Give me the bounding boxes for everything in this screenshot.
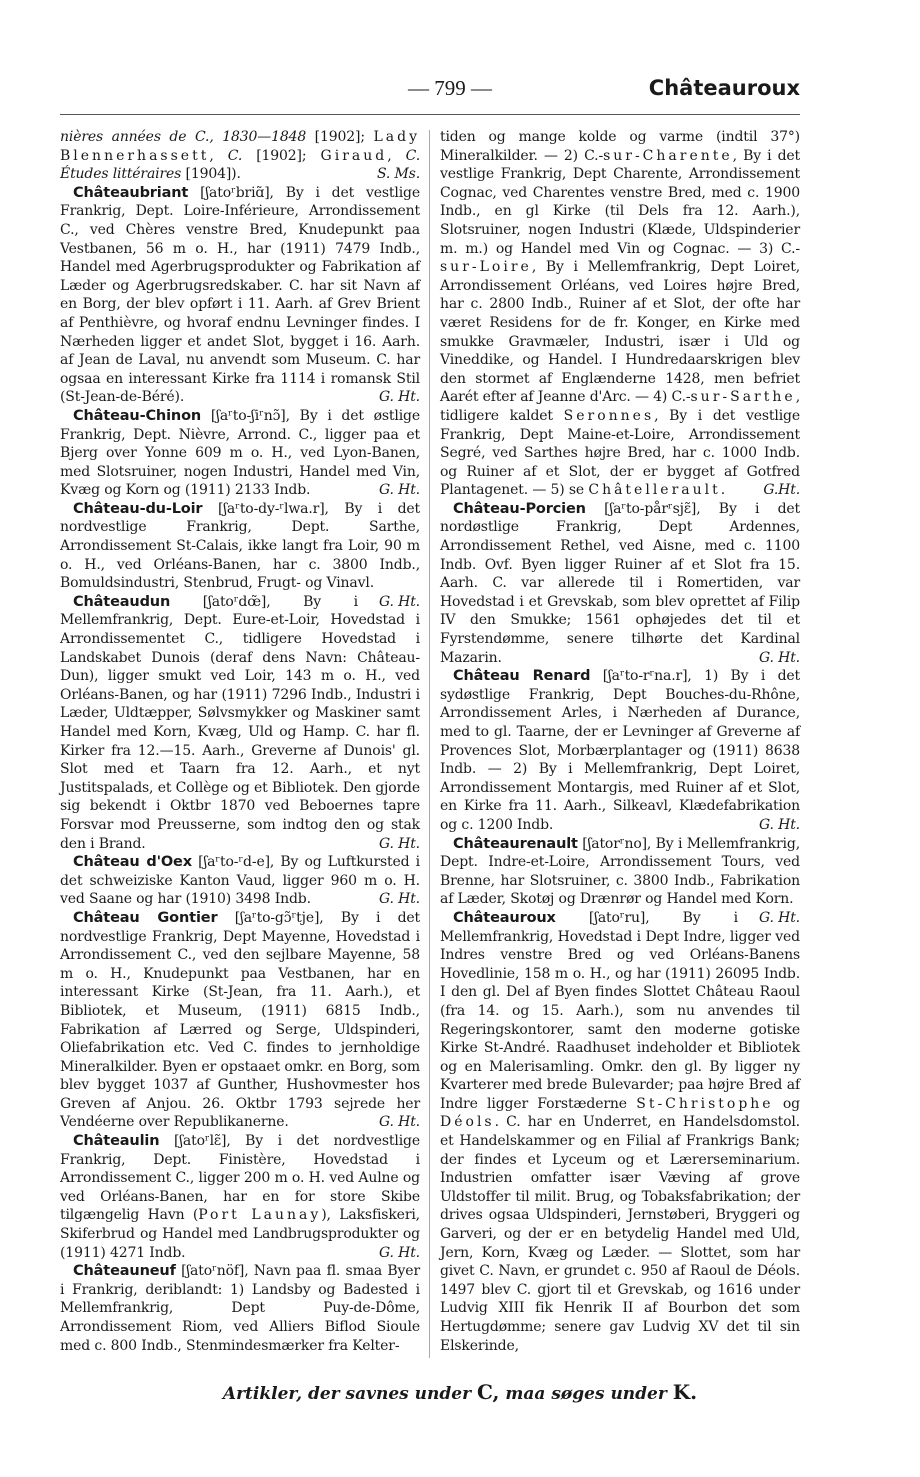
entry-continuation: nières années de C., 1830—1848 [1902]; Lady Blennerhassett, C. [1902]; Giraud, C. Études littéraires [1904]). S. Ms. [60,129,420,183]
right-column [440,128,800,1355]
page-number: — 799 — [408,76,492,100]
headword: Châteaulin [73,1133,160,1150]
entry-chateaubriant: Châteaubriant [ʃatoʳbriɑ̃], By i det vestlige Frankrig, Dept. Loire-Inférieure, Arrondissement C., ved Chères venstre Bred, Knudepunkt paa Vestbanen, 56 m o. H., har (1911) 7479 Indb., Handel med Agerbrugsprodukter og Fabrikation af Læder og Agerbrugsredskaber. C. har sit Navn af en Borg, der blev opført i 11. Aarh. af Grev Brient af Penthièvre, og hvoraf endnu Levninger findes. I Nærheden ligger et andet Slot, bygget i 16. Aarh. af Jean de Laval, nu anvendt som Museum. C. har ogsaa en interessant Kirke fra 1114 i romansk Stil (St-Jean-de-Béré). G. Ht. [60,184,420,406]
entry-chateaurenault: Châteaurenault [ʃatorʳno], By i Mellemfrankrig, Dept. Indre-et-Loire, Arrondissement Tours, ved Brenne, har Slotsruiner, c. 3800 Indb., Fabrikation af Læder, Skotøj og Drænrør og Handel med Korn. G. Ht. [440,835,800,926]
author-signature: G. Ht. [759,816,800,833]
headword: Château-Porcien [453,500,586,517]
author-signature: G. Ht. [759,649,800,666]
page-footer-note: Artikler, der savnes under C, maa søges under K. [222,1380,698,1404]
headword: Château Renard [453,668,591,685]
author-signature: G. Ht. [379,389,420,406]
page-header [60,76,800,106]
entry-chateaulin: Châteaulin [ʃatoʳlɛ̃], By i det nordvestlige Frankrig, Dept. Finistère, Hovedstad i Arrondissement C., ligger 200 m o. H. ved Aulne og ved Orléans-Banen, har en for store Skibe tilgængelig Havn (Port Launay), Laksfiskeri, Skiferbrud og Handel med Landbrugsprodukter og (1911) 4271 Indb. G. Ht. [60,1133,420,1261]
author-signature: S. Ms. [376,166,420,183]
author-signature: G. Ht. [379,835,420,852]
headword: Châteaubriant [73,184,189,201]
headword: Château-Chinon [73,407,202,424]
entry-chateau-du-loir: Château-du-Loir [ʃaʳto-dy-ʳlwa.r], By i det nordvestlige Frankrig, Dept. Sarthe, Arrondissement St-Calais, ikke langt fra Loir, 90 m o. H., ved Orléans-Banen, har c. 3800 Indb., Bomuldsindustri, Stenbrud, Frugt- og Vinavl. G. Ht. [60,500,420,610]
entry-chateaudun: Châteaudun [ʃatoʳdœ̃], By i Mellemfrankrig, Dept. Eure-et-Loir, Hovedstad i Arrondissementet C., tidligere Hovedstad i Landskabet Dunois (deraf dens Navn: Château-Dun), ligger smukt ved Loir, 143 m o. H., ved Orléans-Banen, og har (1911) 7296 Indb., Industri i Læder, Uldtæpper, Sølvsmykker og Maskiner samt Handel med Korn, Kvæg, Uld og Hamp. C. har fl. Kirker fra 12.—15. Aarh., Greverne af Dunois' gl. Slot med et Taarn fra 12. Aarh., et nyt Justitspalads, et Collège og et Bibliotek. Den gjorde sig bekendt i Oktbr 1870 ved Beboernes tapre Forsvar mod Preusserne, som indtog den og stak den i Brand. G. Ht. [60,593,420,852]
header-rule [60,114,800,115]
entry-chateau-doex: Château d'Oex [ʃaʳto-ʳd-e], By og Luftkursted i det schweiziske Kanton Vaud, ligger 960 m o. H. ved Saane og har (1910) 3498 Indb. G. Ht. [60,854,420,908]
entry-chateauroux: Châteauroux [ʃatoʳru], By i Mellemfrankrig, Hovedstad i Dept Indre, ligger ved Indres venstre Bred og ved Orléans-Banens Hovedlinie, 158 m o. H., og har (1911) 26095 Indb. I den gl. Del af Byen findes Slottet Château Raoul (fra 14. og 15. Aarh.), som nu anvendes til Regeringskontorer, samt den moderne gotiske Kirke St-André. Raadhuset indeholder et Bibliotek og en Malerisamling. Omkr. den gl. By ligger ny Kvarterer med brede Bulevarder; paa højre Bred af Indre ligger Forstæderne St-Christophe og Déols. C. har en Underret, en Handelsdomstol. et Handelskammer og en Filial af Frankrigs Bank; der findes et Lyceum og et Lærerseminarium. Industrien omfatter især Væving af grove Uldstoffer til milit. Brug, og Tobaksfabrikation; der drives ogsaa Uldspinderi, Jernstøberi, Bryggeri og Garveri, og der er en betydelig Handel med Uld, Jern, Korn, Kvæg og Læder. — Slottet, som har givet C. Navn, er grundet c. 950 af Raoul de Déols. 1497 blev C. gjort til et Grevskab, og 1616 under Ludvig XIII fik Henrik II af Bourbon det som Hertugdømme; senere gav Ludvig XV det til sin Elskerinde, [440,909,800,1354]
entry-chateau-renard: Château Renard [ʃaʳto-rʳna.r], 1) By i det sydøstlige Frankrig, Dept Bouches-du-Rhône, Arrondissement Arles, i Nærheden af Durance, med to gl. Taarne, der er Levninger af Greverne af Provences Slot, Morbærplantager og (1911) 8638 Indb. — 2) By i Mellemfrankrig, Dept Loiret, Arrondissement Montargis, med Ruiner af et Slot, en Kirke fra 11. Aarh., Silkeavl, Klædefabrikation og c. 1200 Indb. G. Ht. [440,668,800,833]
author-signature: G. Ht. [379,593,420,610]
entry-chateau-porcien: Château-Porcien [ʃaʳto-pårʳsjɛ̃], By i det nordøstlige Frankrig, Dept Ardennes, Arrondissement Rethel, ved Aisne, med c. 1100 Indb. Ovf. Byen ligger Ruiner af et Slot fra 15. Aarh. C. var allerede til i Romertiden, var Hovedstad i et Grevskab, som blev oprettet af Filip IV den Smukke; 1561 ophøjedes det til et Fyrstendømme, senere tilhørte det Kardinal Mazarin. G. Ht. [440,500,800,666]
running-head: Châteauroux [648,76,800,100]
entry-chateauneuf-continued: tiden og mange kolde og varme (indtil 37°) Mineralkilder. — 2) C.-sur-Charente, By i det vestlige Frankrig, Dept Charente, Arrondissement Cognac, ved Charentes venstre Bred, med c. 1900 Indb., en gl Kirke (til Dels fra 12. Aarh.), Slotsruiner, nogen Industri (Klæde, Uldspinderier m. m.) og Handel med Vin og Cognac. — 3) C.-sur-Loire, By i Mellemfrankrig, Dept Loiret, Arrondissement Orléans, ved Loires højre Bred, har c. 2800 Indb., Ruiner af et Slot, der ofte har været Residens for de fr. Konger, en Kirke med smukke Gravmæler, Industri, især i Uld og Vineddike, og Handel. I Hundredaarskrigen blev den stormet af Englænderne 1428, men befriet Aarét efter af Jeanne d'Arc. — 4) C.-sur-Sarthe, tidligere kaldet Seronnes, By i det vestlige Frankrig, Dept Maine-et-Loire, Arrondissement Segré, ved Sarthes højre Bred, har c. 1000 Indb. og Ruiner af et Slot, der er bygget af Gotfred Plantagenet. — 5) se Châtellerault. G.Ht. [440,129,801,499]
author-signature: G. Ht. [379,891,420,908]
headword: Château d'Oex [73,854,192,871]
author-signature: G. Ht. [379,482,420,499]
author-signature: G. Ht. [759,909,800,926]
entry-chateau-chinon: Château-Chinon [ʃaʳto-ʃiʳnɔ̃], By i det østlige Frankrig, Dept. Nièvre, Arrond. C., ligger paa et Bjerg over Yonne 609 m o. H., ved Lyon-Banen, med Slotsruiner, nogen Industri, Handel med Vin, Kvæg og Korn og (1911) 2133 Indb. G. Ht. [60,407,420,499]
column-divider [429,130,430,1358]
author-signature: G. Ht. [379,1114,420,1131]
headword: Châteaudun [73,593,171,610]
headword: Château-du-Loir [73,500,203,517]
headword: Châteaurenault [453,835,578,852]
author-signature: G. Ht. [379,1244,420,1261]
entry-chateauneuf: Châteauneuf [ʃatoʳnöf], Navn paa fl. smaa Byer i Frankrig, deriblandt: 1) Landsby og Badested i Mellemfrankrig, Dept Puy-de-Dôme, Arrondissement Riom, ved Alliers Biflod Sioule med c. 800 Indb., Stenmindesmærker fra Kelter- [60,1263,420,1354]
headword: Château Gontier [73,909,218,926]
headword: Châteauneuf [73,1263,176,1280]
entry-chateau-gontier: Château Gontier [ʃaʳto-gɔ̃ʳtje], By i det nordvestlige Frankrig, Dept Mayenne, Hovedstad i Arrondissement C., ved den sejlbare Mayenne, 58 m o. H., Knudepunkt paa Vestbanen, har en interessant Kirke (St-Jean, fra 11. Aarh.), et Bibliotek, et Museum, (1911) 6815 Indb., Fabrikation af Lærred og Serge, Uldspinderi, Oliefabrikation etc. Ved C. findes to jernholdige Mineralkilder. Byen er opstaaet omkr. en Borg, som blev bygget 1037 af Gunther, Hushovmester hos Greven af Anjou. 26. Oktbr 1793 sejrede her Vendéerne over Republikanerne. G. Ht. [60,909,420,1131]
headword: Châteauroux [453,909,556,926]
author-signature: G.Ht. [763,482,800,499]
left-column [60,128,420,1355]
